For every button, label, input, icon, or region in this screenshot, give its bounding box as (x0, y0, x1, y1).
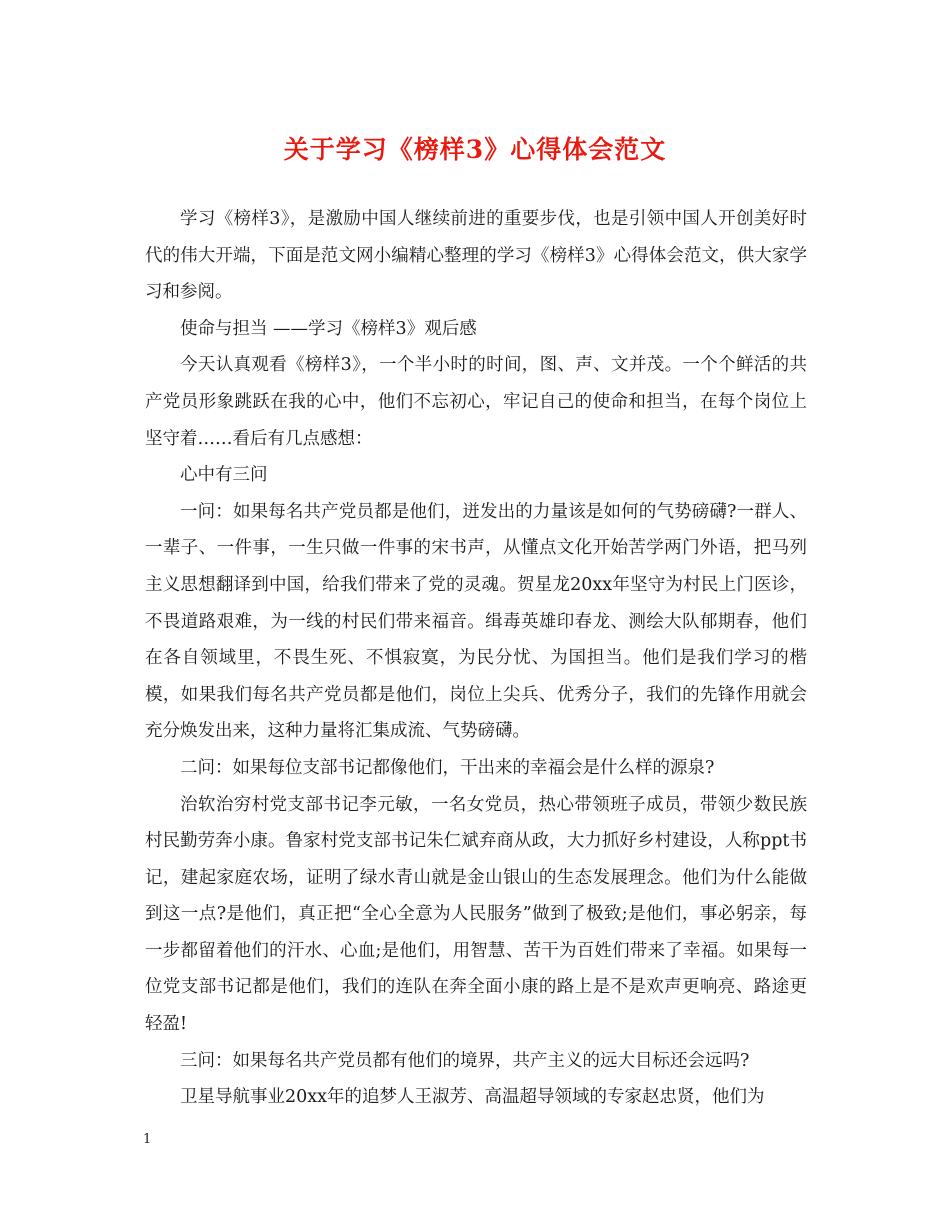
paragraph-question-two: 二问：如果每位支部书记都像他们，干出来的幸福会是什么样的源泉? (180, 757, 715, 778)
paragraph-navigation: 卫星导航事业20xx年的追梦人王淑芳、高温超导领域的专家赵忠贤，他们为 (180, 1087, 765, 1108)
paragraph-heading-three-questions: 心中有三问 (180, 465, 268, 486)
paragraph-question-three: 三问：如果每名共产党员都有他们的境界，共产主义的远大目标还会远吗? (180, 1050, 750, 1071)
paragraph-intro: 学习《榜样3》，是激励中国人继续前进的重要步伐，也是引领中国人开创美好时代的伟大开端，下面是范文网小编精心整理的学习《榜样3》心得体会范文，供大家学习和参阅。 (145, 209, 807, 303)
paragraph-question-one: 一问：如果每名共产党员都是他们，迸发出的力量该是如何的气势磅礴?一群人、一辈子、一件事，一生只做一件事的宋书声，从懂点文化开始苦学两门外语，把马列主义思想翻译到中国，给我们带来了党的灵魂。贺星龙20xx年坚守为村民上门医诊，不畏道路艰难，为一线的村民们带来福音。缉毒英雄印春龙、测绘大队郁期春，他们在各自领域里，不畏生死、不惧寂寞，为民分忧、为国担当。他们是我们学习的楷模，如果我们每名共产党员都是他们，岗位上尖兵、优秀分子，我们的先锋作用就会充分焕发出来，这种力量将汇集成流、气势磅礴。 (145, 501, 807, 742)
document-body (145, 201, 807, 1116)
paragraph-subtitle: 使命与担当 ——学习《榜样3》观后感 (180, 318, 477, 339)
paragraph-viewing: 今天认真观看《榜样3》，一个半小时的时间，图、声、文并茂。一个个鲜活的共产党员形象跳跃在我的心中，他们不忘初心，牢记自己的使命和担当，在每个岗位上坚守着……看后有几点感想： (145, 355, 807, 449)
paragraph-branch-secretaries: 治软治穷村党支部书记李元敏，一名女党员，热心带领班子成员，带领少数民族村民勤劳奔小康。鲁家村党支部书记朱仁斌弃商从政，大力抓好乡村建设，人称ppt书记，建起家庭农场，证明了绿水青山就是金山银山的生态发展理念。他们为什么能做到这一点?是他们，真正把“全心全意为人民服务”做到了极致;是他们，事必躬亲，每一步都留着他们的汗水、心血;是他们，用智慧、苦干为百姓们带来了幸福。如果每一位党支部书记都是他们，我们的连队在奔全面小康的路上是不是欢声更响亮、路途更轻盈! (145, 794, 807, 1035)
page-number: 1 (143, 1132, 152, 1147)
document-title: 关于学习《榜样3》心得体会范文 (283, 135, 667, 164)
